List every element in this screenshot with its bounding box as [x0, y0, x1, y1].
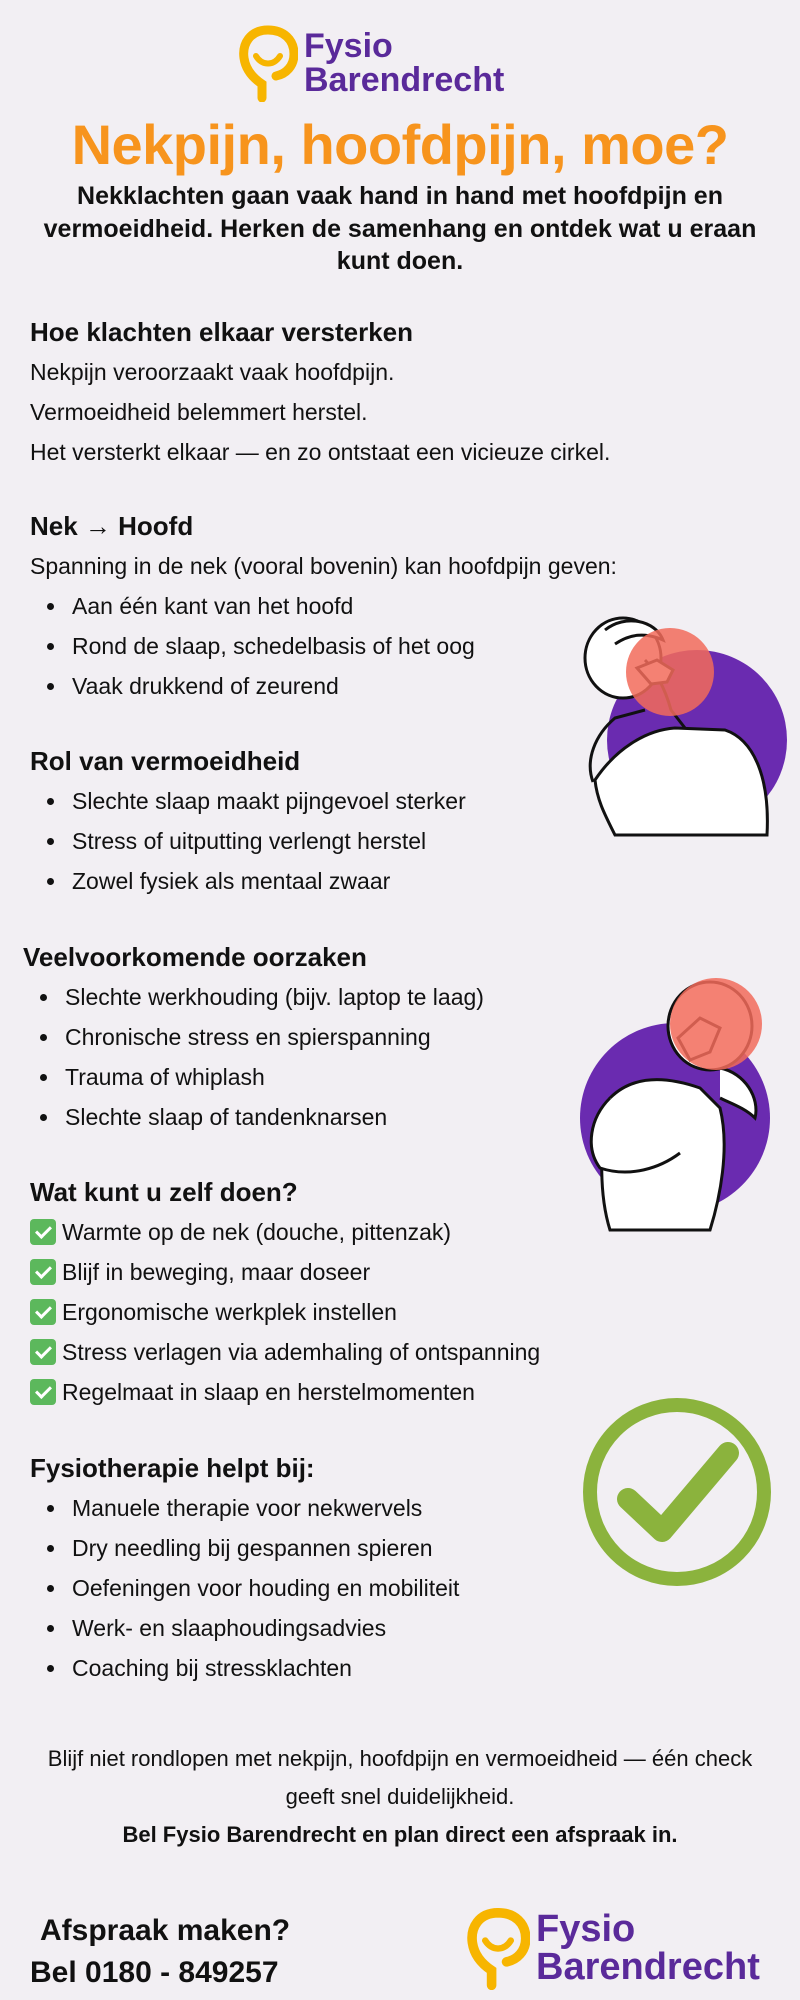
reinforce-line: Het versterkt elkaar — en zo ontstaat een vicieuze cirkel. [30, 439, 611, 465]
check-icon [30, 1299, 56, 1325]
list-item: Stress of uitputting verlengt herstel [30, 821, 570, 861]
list-item: Vaak drukkend of zeurend [30, 666, 750, 706]
list-item: Oefeningen voor houding en mobiliteit [30, 1568, 590, 1608]
section-selfcare [30, 1172, 630, 1412]
physio-list [30, 1488, 590, 1688]
pain-spot [670, 978, 762, 1070]
section-causes-heading: Veelvoorkomende oorzaken [23, 942, 367, 972]
list-item: Stress verlagen via ademhaling of ontspanning [30, 1332, 630, 1372]
check-icon [30, 1259, 56, 1285]
list-item: Slechte slaap maakt pijngevoel sterker [30, 781, 570, 821]
list-item: Regelmaat in slaap en herstelmomenten [30, 1372, 630, 1412]
logo-name-line2: Barendrecht [536, 1946, 760, 1988]
pain-spot [626, 628, 714, 716]
footer-cta-line1: Afspraak maken? [40, 1914, 291, 1947]
section-fatigue [30, 741, 570, 901]
list-item: Werk- en slaaphoudingsadvies [30, 1608, 590, 1648]
footer-phone[interactable]: Bel 0180 - 849257 [30, 1956, 279, 1989]
section-physio-heading: Fysiotherapie helpt bij: [30, 1453, 315, 1483]
check-icon [30, 1379, 56, 1405]
reinforce-line: Nekpijn veroorzaakt vaak hoofdpijn. [30, 359, 395, 385]
page-title: Nekpijn, hoofdpijn, moe? [71, 113, 729, 176]
neck-head-intro: Spanning in de nek (vooral bovenin) kan hoofdpijn geven: [30, 553, 617, 579]
fatigue-list [30, 781, 570, 901]
section-causes [23, 937, 583, 1137]
check-icon [30, 1219, 56, 1245]
section-reinforce-heading: Hoe klachten elkaar versterken [30, 317, 413, 347]
closing-text [0, 1740, 800, 1854]
reinforce-line: Vermoeidheid belemmert herstel. [30, 399, 368, 425]
smile-hook-logo-icon [466, 1906, 530, 1990]
logo-name-line1: Fysio [536, 1908, 636, 1950]
list-item: Warmte op de nek (douche, pittenzak) [30, 1212, 630, 1252]
list-item: Aan één kant van het hoofd [30, 586, 750, 626]
closing-line: geeft snel duidelijkheid. [285, 1784, 515, 1809]
check-icon [30, 1339, 56, 1365]
neck-pain-illustration [575, 610, 790, 840]
selfcare-list [30, 1212, 630, 1412]
section-reinforce [30, 312, 770, 472]
big-checkmark-icon [580, 1395, 775, 1590]
list-item: Rond de slaap, schedelbasis of het oog [30, 626, 750, 666]
list-item: Slechte werkhouding (bijv. laptop te laag) [23, 977, 583, 1017]
list-item: Chronische stress en spierspanning [23, 1017, 583, 1057]
list-item: Coaching bij stressklachten [30, 1648, 590, 1688]
footer-cta[interactable] [30, 1910, 330, 1994]
section-selfcare-heading: Wat kunt u zelf doen? [30, 1177, 298, 1207]
list-item: Slechte slaap of tandenknarsen [23, 1097, 583, 1137]
section-fatigue-heading: Rol van vermoeidheid [30, 746, 301, 776]
list-item: Dry needling bij gespannen spieren [30, 1528, 590, 1568]
logo-name-line1: Fysio [304, 27, 393, 65]
list-item: Blijf in beweging, maar doseer [30, 1252, 630, 1292]
header-logo[interactable] [238, 24, 504, 102]
section-neck-head-heading: Nek → Hoofd [30, 511, 194, 541]
section-physio [30, 1448, 590, 1688]
smile-hook-logo-icon [238, 24, 298, 102]
list-item: Manuele therapie voor nekwervels [30, 1488, 590, 1528]
footer-logo[interactable] [466, 1906, 760, 1990]
closing-line: Blijf niet rondlopen met nekpijn, hoofdpijn en vermoeidheid — één check [47, 1746, 753, 1771]
list-item: Zowel fysiek als mentaal zwaar [30, 861, 570, 901]
causes-list [23, 977, 583, 1137]
closing-call-to-action: Bel Fysio Barendrecht en plan direct een afspraak in. [122, 1822, 678, 1847]
list-item: Ergonomische werkplek instellen [30, 1292, 630, 1332]
list-item: Trauma of whiplash [23, 1057, 583, 1097]
logo-name-line2: Barendrecht [304, 61, 505, 99]
page-subtitle: Nekklachten gaan vaak hand in hand met hoofdpijn en vermoeidheid. Herken de samenhang en ontdek wat u eraan kunt doen. [43, 182, 757, 275]
